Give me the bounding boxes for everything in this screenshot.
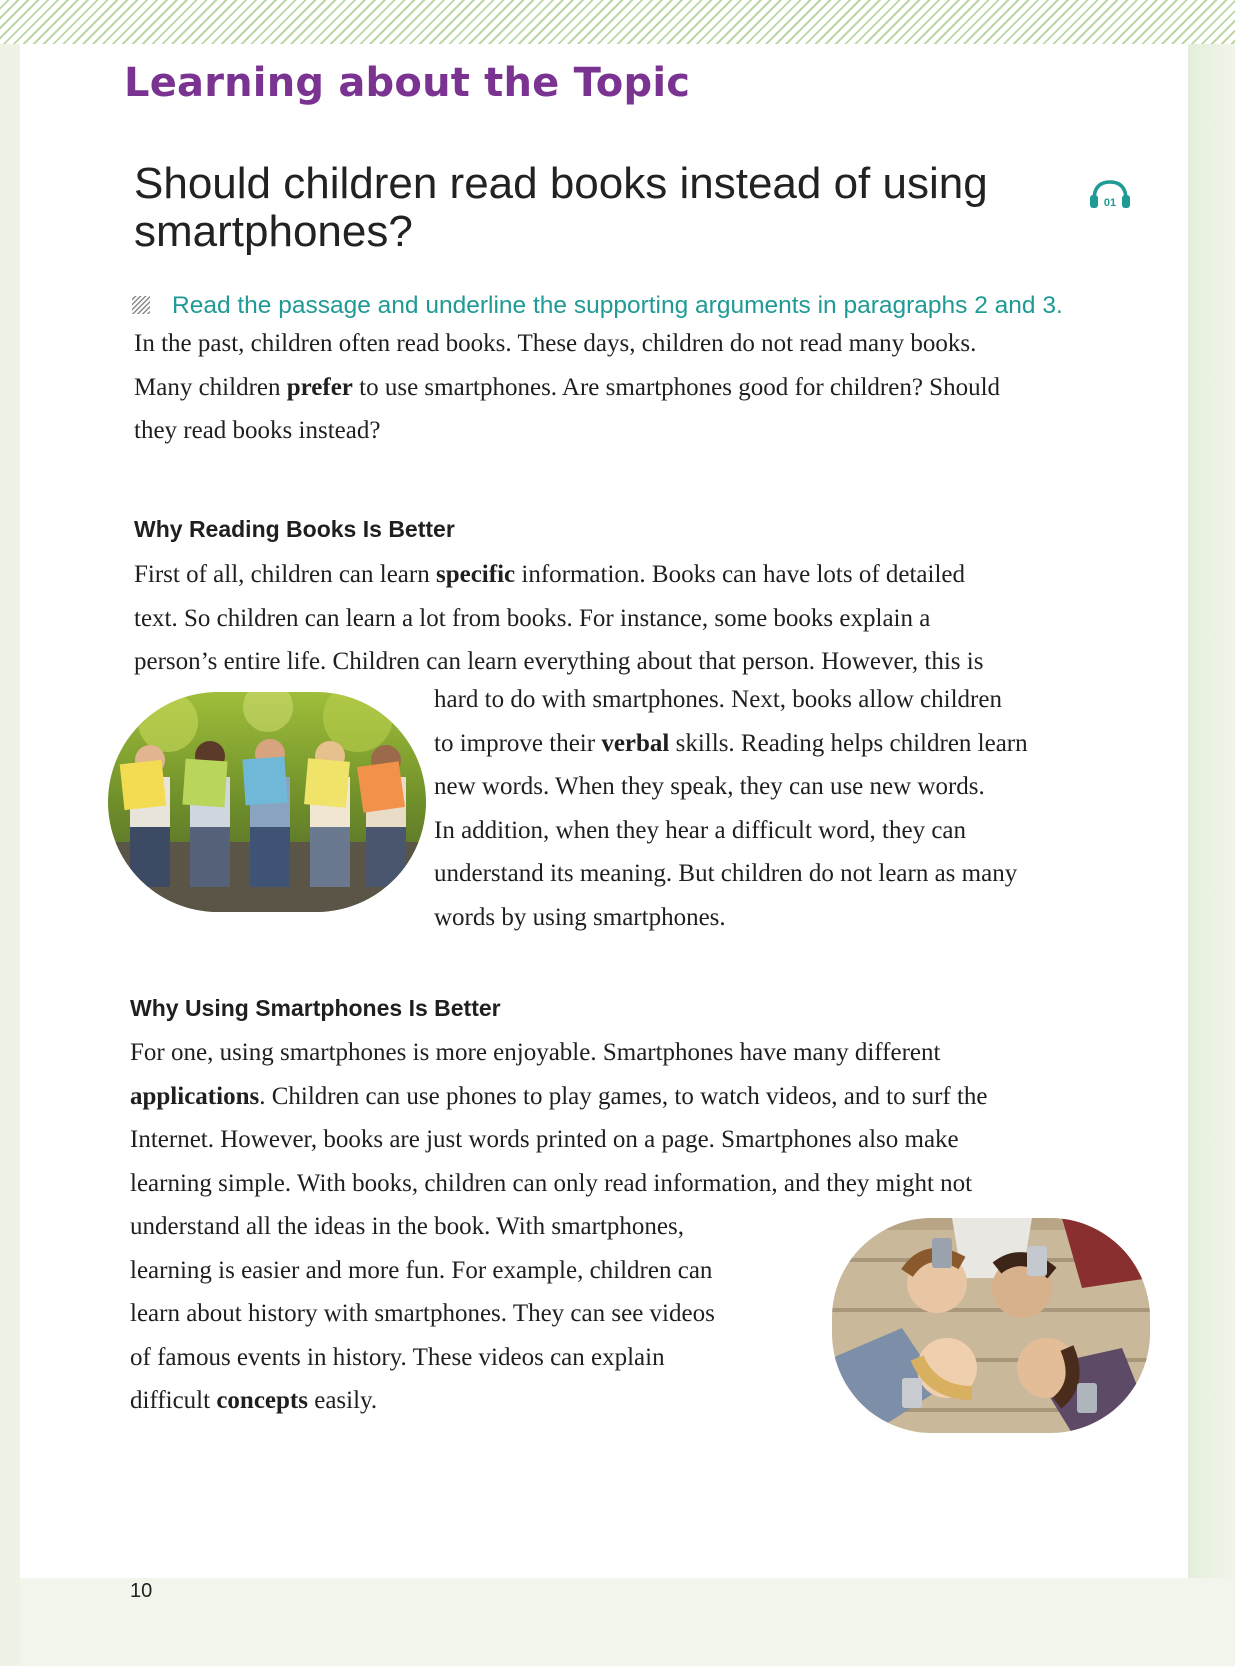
audio-track-number: 01	[1103, 197, 1117, 209]
bottom-margin-band	[20, 1578, 1235, 1666]
text-line: of famous events in history. These videos can explain	[130, 1343, 665, 1371]
bold-vocabulary-word: applications	[130, 1082, 260, 1110]
text-segment: . Children can use phones to play games, to watch videos, and to surf the	[259, 1082, 988, 1110]
text-line: In the past, children often read books. These days, children do not read many books.	[134, 330, 977, 357]
text-line	[434, 722, 1174, 766]
phones-paragraph-wrap	[130, 1205, 830, 1423]
bold-vocabulary-word: concepts	[216, 1387, 308, 1414]
text-segment: to improve their	[434, 729, 602, 757]
text-line: learning simple. With books, children can only read information, and they might not	[130, 1169, 973, 1197]
text-line: they read books instead?	[134, 417, 381, 444]
passage-title: Should children read books instead of using smartphones?	[134, 159, 988, 256]
right-margin-band	[1188, 44, 1235, 1666]
page-number: 10	[130, 1580, 153, 1602]
section-title: Learning about the Topic	[124, 60, 691, 106]
headphones-icon	[1088, 178, 1132, 210]
text-segment: First of all, children can learn	[134, 561, 436, 588]
children-reading-photo	[108, 692, 426, 912]
text-line	[130, 1379, 830, 1423]
left-margin	[0, 44, 20, 1666]
text-line: learn about history with smartphones. They can see videos	[130, 1300, 715, 1327]
text-segment: easily.	[307, 1387, 378, 1414]
text-line	[134, 366, 1164, 410]
text-line: person’s entire life. Children can learn everything about that person. However, this is	[134, 648, 984, 675]
text-segment: skills. Reading helps children learn	[669, 729, 1028, 757]
text-line	[134, 553, 1164, 597]
phones-paragraph-top	[130, 1031, 1180, 1205]
text-line: text. So children can learn a lot from books. For instance, some books explain a	[134, 604, 931, 632]
instruction-text: Read the passage and underline the supporting arguments in paragraphs 2 and 3.	[172, 292, 1063, 319]
text-segment: to use smartphones. Are smartphones good for children? Should	[352, 373, 1001, 401]
text-line: Internet. However, books are just words printed on a page. Smartphones also make	[130, 1126, 959, 1153]
books-heading: Why Reading Books Is Better	[134, 516, 455, 542]
phones-heading: Why Using Smartphones Is Better	[130, 995, 501, 1021]
text-line: hard to do with smartphones. Next, books allow children	[434, 686, 1002, 713]
instruction	[132, 292, 1142, 320]
bold-vocabulary-word: prefer	[286, 373, 353, 401]
text-line: understand all the ideas in the book. With smartphones,	[130, 1213, 684, 1240]
hatch-bullet-icon	[132, 296, 150, 314]
top-hatch-border	[0, 0, 1235, 44]
audio-track-badge[interactable]	[1088, 178, 1132, 210]
text-line: In addition, when they hear a difficult word, they can	[434, 816, 967, 844]
text-segment: Many children	[134, 373, 287, 401]
intro-paragraph	[134, 322, 1164, 453]
text-line: new words. When they speak, they can use new words.	[434, 773, 985, 800]
bold-vocabulary-word: verbal	[601, 729, 670, 757]
text-line: For one, using smartphones is more enjoyable. Smartphones have many different	[130, 1039, 941, 1066]
text-segment: difficult	[130, 1387, 217, 1414]
children-smartphones-photo	[832, 1218, 1150, 1433]
books-paragraph-top	[134, 553, 1164, 684]
text-line: words by using smartphones.	[434, 903, 726, 931]
bold-vocabulary-word: specific	[435, 561, 516, 588]
books-paragraph-wrap	[434, 678, 1174, 939]
text-segment: information. Books can have lots of detailed	[515, 561, 966, 588]
text-line	[130, 1075, 1180, 1119]
text-line: understand its meaning. But children do not learn as many	[434, 860, 1018, 887]
text-line: learning is easier and more fun. For example, children can	[130, 1256, 713, 1284]
